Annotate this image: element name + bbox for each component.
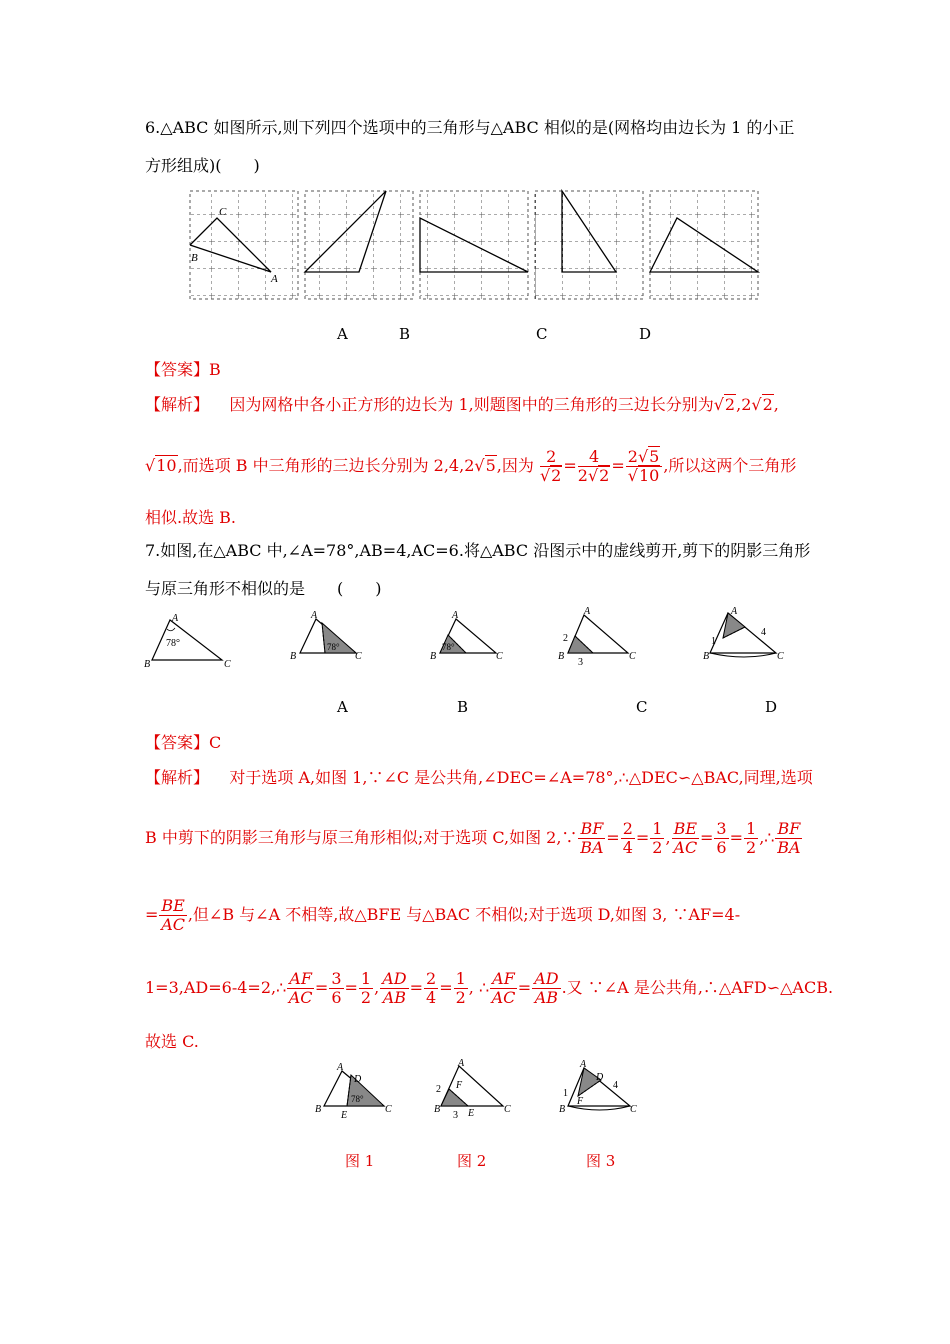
q7-figure-original	[144, 613, 231, 670]
svg-text:A: A	[584, 606, 591, 617]
svg-text:A: A	[452, 610, 459, 621]
q6-explanation-head: 【解析】	[145, 395, 210, 414]
svg-text:E: E	[341, 1110, 348, 1121]
q6-stem-line1: 6.△ABC 如图所示,则下列四个选项中的三角形与△ABC 相似的是(网格均由边长为 1 的小正	[145, 118, 795, 137]
q6-grid-figures	[185, 188, 770, 303]
q7-explanation-text3a: =	[145, 905, 159, 924]
q7-explanation-text4b: .又 ∵∠A 是公共角,∴△AFD∽△ACB.	[561, 978, 834, 997]
q7-explanation-line2: B 中剪下的阴影三角形与原三角形相似;对于选项 C,如图 2,∵ $\frac{BF}{BA}$ = $\frac{2}{4}$ = $\frac{1}{2}$ , $\frac{BE}{AC}$ = $\frac{3}{6}$ = $\frac{1}{2}$ ,∴ $\frac{BF}{BA}$	[145, 819, 801, 857]
q6-option-label-c: C	[536, 325, 548, 343]
q7-frac-bf-ba-2: $\frac{BF}{BA}$	[777, 819, 801, 857]
q7-caption-figure-1: 图 1	[345, 1152, 375, 1170]
q7-explanation-head: 【解析】	[145, 768, 210, 787]
svg-text:C: C	[385, 1104, 392, 1115]
q6-label-c: C	[219, 206, 227, 218]
q7-figure-option-a	[290, 610, 362, 662]
q7-frac-1-2d: $\frac{1}{2}$	[455, 969, 466, 1007]
svg-text:C: C	[630, 1104, 637, 1115]
q6-figure-original	[190, 191, 298, 299]
svg-text:3: 3	[578, 657, 583, 668]
svg-text:1: 1	[711, 636, 716, 647]
q7-option-label-d: D	[765, 698, 778, 716]
q7-frac-af-ac: $\frac{AF}{AC}$	[288, 969, 313, 1007]
q7-frac-ad-ab: $\frac{AD}{AB}$	[382, 969, 407, 1007]
q7-explanation-text1: 对于选项 A,如图 1,∵∠C 是公共角,∠DEC=∠A=78°,∴△DEC∽△BAC,同理,选项	[229, 768, 813, 787]
svg-text:B: B	[144, 659, 151, 670]
q6-figure-option-a	[305, 191, 413, 299]
svg-text:C: C	[496, 651, 503, 662]
q7-frac-1-2a: $\frac{1}{2}$	[652, 819, 663, 857]
q7-frac-2-4b: $\frac{2}{4}$	[426, 969, 437, 1007]
q7-frac-ad-ab-2: $\frac{AD}{AB}$	[534, 969, 559, 1007]
svg-text:A: A	[458, 1058, 465, 1069]
svg-text:B: B	[315, 1104, 322, 1115]
svg-text:A: A	[731, 606, 738, 617]
svg-text:A: A	[172, 613, 179, 624]
q7-frac-1-2b: $\frac{1}{2}$	[746, 819, 757, 857]
q6-option-label-b: B	[399, 325, 411, 343]
q6-label-a: A	[271, 273, 278, 285]
svg-text:B: B	[430, 651, 437, 662]
q7-caption-figure-3: 图 3	[586, 1152, 616, 1170]
svg-text:C: C	[504, 1104, 511, 1115]
q7-explanation-text2b: ,∴	[759, 828, 775, 847]
q6-explanation-text2b: ,因为	[496, 456, 534, 475]
q6-explanation-line1: 【解析】 因为网格中各小正方形的边长为 1,则题图中的三角形的三边长分别为√2,2√2,	[145, 395, 779, 414]
svg-text:78°: 78°	[442, 642, 455, 652]
svg-text:78°: 78°	[351, 1094, 364, 1104]
q7-figure-option-d	[703, 606, 784, 662]
q7-figure-option-b	[430, 610, 503, 662]
svg-text:C: C	[355, 651, 362, 662]
svg-text:D: D	[354, 1074, 362, 1085]
q7-answer: 【答案】C	[145, 733, 222, 752]
q6-explanation-line3: 相似.故选 B.	[145, 508, 237, 527]
q6-option-label-d: D	[639, 325, 652, 343]
svg-text:1: 1	[563, 1088, 568, 1099]
svg-text:F: F	[456, 1080, 463, 1091]
q7-frac-be-ac: $\frac{BE}{AC}$	[673, 819, 698, 857]
q7-explanation-line4: 1=3,AD=6-4=2,∴ $\frac{AF}{AC}$ = $\frac{3}{6}$ = $\frac{1}{2}$ , $\frac{AD}{AB}$ = $\frac{2}{4}$ = $\frac{1}{2}$ , ∴ $\frac{AF}{AC}$ = $\frac{AD}{AB}$ .又 ∵∠A 是公共角,∴△AFD∽△ACB.	[145, 969, 834, 1007]
q7-option-figures	[140, 605, 800, 675]
svg-text:B: B	[703, 651, 710, 662]
q7-option-label-a: A	[337, 698, 348, 716]
svg-text:A: A	[311, 610, 318, 621]
q6-answer: 【答案】B	[145, 360, 221, 379]
q7-explanation-text2a: B 中剪下的阴影三角形与原三角形相似;对于选项 C,如图 2,∵	[145, 828, 578, 847]
q7-option-label-b: B	[457, 698, 469, 716]
q6-explanation-text1: 因为网格中各小正方形的边长为 1,则题图中的三角形的三边长分别为	[229, 395, 714, 414]
q7-frac-3-6: $\frac{3}{6}$	[716, 819, 727, 857]
q7-figure-option-c	[558, 606, 636, 668]
q7-frac-3-6b: $\frac{3}{6}$	[331, 969, 342, 1007]
q6-root-2b: √2	[751, 395, 773, 414]
svg-text:F: F	[577, 1096, 584, 1107]
q7-solution-figures	[310, 1058, 650, 1123]
q6-figure-option-b	[420, 191, 528, 299]
q7-solution-figure-3	[559, 1059, 637, 1115]
q6-explanation-text2c: ,所以这两个三角形	[663, 456, 797, 475]
svg-text:B: B	[434, 1104, 441, 1115]
svg-text:C: C	[224, 659, 231, 670]
svg-text:B: B	[558, 651, 565, 662]
q6-explanation-text2a: ,而选项 B 中三角形的三边长分别为 2,4,2	[177, 456, 475, 475]
q6-figure-option-c	[535, 191, 643, 299]
q7-solution-figure-2	[434, 1058, 511, 1121]
q7-stem-line1: 7.如图,在△ABC 中,∠A=78°,AB=4,AC=6.将△ABC 沿图示中的虚线剪开,剪下的阴影三角形	[145, 541, 811, 560]
svg-text:78°: 78°	[327, 642, 340, 652]
q6-coef-2: 2	[741, 395, 752, 414]
q7-frac-af-ac-2: $\frac{AF}{AC}$	[491, 969, 516, 1007]
q6-fraction-3: $\frac{2√5}{√10}$	[626, 448, 663, 485]
q6-root-2a: √2	[713, 395, 736, 414]
svg-text:B: B	[290, 651, 297, 662]
svg-text:2: 2	[436, 1084, 441, 1095]
q7-explanation-line3	[145, 895, 740, 935]
q7-explanation-line1	[145, 767, 813, 789]
svg-text:E: E	[468, 1108, 475, 1119]
q7-frac-bf-ba: $\frac{BF}{BA}$	[580, 819, 604, 857]
svg-text:4: 4	[761, 627, 766, 638]
q7-explanation-text4a: 1=3,AD=6-4=2,∴	[145, 978, 287, 997]
q6-root-10: √10	[145, 456, 177, 475]
svg-text:A: A	[337, 1062, 344, 1073]
svg-text:78°: 78°	[166, 638, 180, 649]
q6-fraction-1: $\frac{2}{√2}$	[539, 447, 562, 485]
q6-root-5: √5	[474, 456, 496, 475]
q7-option-label-c: C	[636, 698, 648, 716]
q7-frac-be-ac-2: $\frac{BE}{AC}$	[161, 896, 186, 934]
svg-text:C: C	[629, 651, 636, 662]
q7-frac-2-4: $\frac{2}{4}$	[622, 819, 633, 857]
q6-figure-option-d	[650, 191, 758, 299]
q7-stem-line2: 与原三角形不相似的是 ( )	[145, 579, 382, 598]
q6-explanation-line2: √10,而选项 B 中三角形的三边长分别为 2,4,2√5,因为 $\frac{2}{√2}$ = $\frac{4}{2√2}$ = $\frac{2√5}{√10}$ ,所以这两个三角形	[145, 447, 797, 485]
svg-text:B: B	[559, 1104, 566, 1115]
svg-text:D: D	[596, 1072, 604, 1083]
svg-text:3: 3	[453, 1110, 458, 1121]
q6-stem-line2: 方形组成)( )	[145, 156, 260, 175]
q7-explanation-text3b: ,但∠B 与∠A 不相等,故△BFE 与△BAC 不相似;对于选项 D,如图 3, ∵AF=4-	[187, 905, 741, 924]
q7-solution-figure-1	[315, 1062, 392, 1121]
q7-frac-1-2c: $\frac{1}{2}$	[360, 969, 372, 1007]
q7-caption-figure-2: 图 2	[457, 1152, 487, 1170]
q6-fraction-2: $\frac{4}{2√2}$	[577, 447, 610, 485]
svg-text:2: 2	[563, 633, 568, 644]
svg-text:4: 4	[613, 1080, 618, 1091]
q7-explanation-line5: 故选 C.	[145, 1032, 199, 1051]
svg-text:C: C	[777, 651, 784, 662]
q6-option-label-a: A	[337, 325, 348, 343]
svg-text:A: A	[580, 1059, 587, 1070]
q6-label-b: B	[191, 252, 198, 264]
